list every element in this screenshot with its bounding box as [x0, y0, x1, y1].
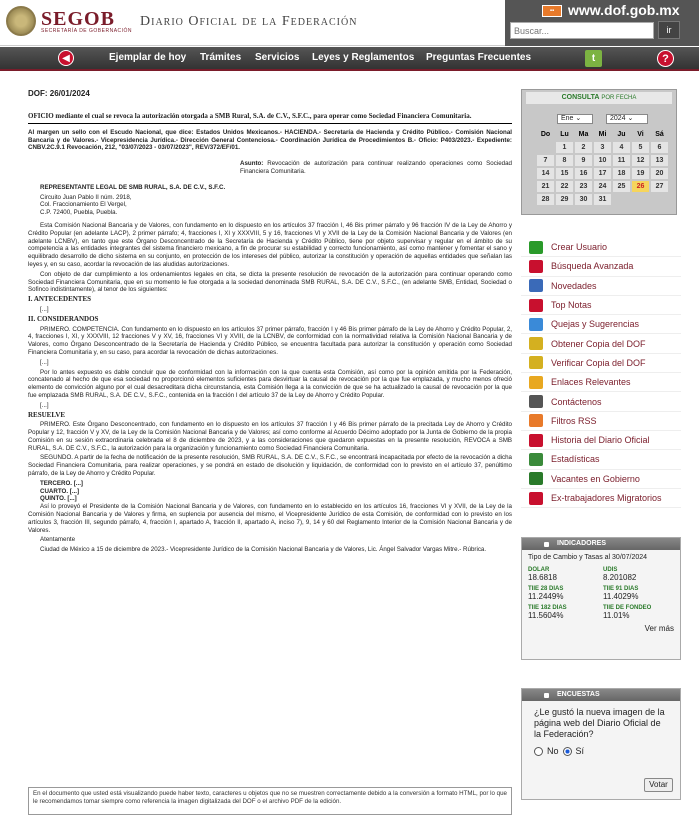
section-heading: I. ANTECEDENTES: [28, 295, 92, 304]
weekday-header: Do: [540, 131, 551, 138]
search-icon: [529, 260, 543, 273]
paragraph: Así lo proveyó el Presidente de la Comisión Nacional Bancaria y de Valores, con fundamento en lo establecido en los artículos 16, fracciones VI y XVII, de la Ley de la Comisión Nacional Bancaria y de Valores y firma, en suplencia por ausencia del mismo, el Vicepresidente Jurídico de esta Comisión, de conformidad con lo previsto en los artículos 3, fracción III, segundo párrafo, 4, fracción I, apartado A, fracción II, apartado A, inciso 7), 9, 14 y 60 del Reglamento Interior de la Comisión Nacional Bancaria y de Valores.: [28, 503, 512, 534]
conversion-notice: En el documento que usted está visualizando puede haber texto, caracteres u objetos que no se muestren correctamente debido a la conversión a formato HTML, por lo que le recomendamos tomar siempre como referencia la imagen digitalizada del DOF o el archivo PDF de la edición.: [28, 787, 512, 815]
link-label: Enlaces Relevantes: [551, 377, 631, 388]
header: [0, 0, 699, 46]
calendar-day[interactable]: 27: [651, 181, 668, 192]
feedback-icon: [529, 318, 543, 331]
link-label: Obtener Copia del DOF: [551, 338, 646, 349]
user-icon: [529, 241, 543, 254]
document-body: [28, 90, 512, 556]
asunto: [240, 160, 512, 176]
calendar-day[interactable]: 22: [556, 181, 573, 192]
calendar-day[interactable]: 26: [632, 181, 649, 192]
indicadores-subtitle: Tipo de Cambio y Tasas al 30/07/2024: [528, 554, 648, 561]
link-item[interactable]: [521, 354, 681, 373]
year-value: 2024: [610, 115, 626, 122]
segob-logo[interactable]: [6, 6, 132, 36]
link-item[interactable]: [521, 450, 681, 469]
verify-icon: [529, 356, 543, 369]
paragraph: Esta Comisión Nacional Bancaria y de Valores, con fundamento en lo dispuesto en los artículos 37 fracción I, 46 Bis primer párrafo y 96 fracción IV de la Ley de Ahorro y Crédito Popular (en adelante LACP), 2 primer párrafo; 4, fracciones I, XI y XXXVIII, 5 y 16, fracciones VI y XVII de la Ley de la Comisión Nacional Bancaria y de Valores (en adelante LCNBV), en tanto que este Órgano Desconcentrado de la Secretaría de Hacienda y Crédito Público, tiene por objeto supervisar y regular en el ámbito de su competencia a las entidades integrantes del sistema financiero mexicano, a fin de procurar su estabilidad y correcto funcionamiento, así como mantener y fomentar el sano y equilibrado desarrollo de dicho sistema en su conjunto, en protección de los intereses del público, autorizar la constitución y operación de aquellas entidades que señalan las leyes y, en su caso, acordar la revocación de las aludidas autorizaciones.: [28, 221, 512, 268]
calendar-day[interactable]: 25: [613, 181, 630, 192]
asunto-label: Asunto:: [240, 160, 264, 168]
history-icon: [529, 434, 543, 447]
weekday-header: Mi: [598, 131, 607, 138]
margin-note: Al margen un sello con el Escudo Nacional, que dice: Estados Unidos Mexicanos.- HACIENDA.- Secretaría de Hacienda y Crédito Público.- Comisión Nacional Bancaria y de Valores.- Vicepresidencia Jurídica.- Dirección General Contenciosa.- Coordinación Jurídica de Procedimientos B.- Oficio: P403/2023.- Expediente: CNBV.2C.9.1 Revocación, 212, "03/07/2023 - 03/07/2023", REV/372/EF/01.: [28, 128, 512, 152]
calendar-day[interactable]: 16: [575, 168, 592, 179]
calendar-day[interactable]: 18: [613, 168, 630, 179]
address-line: Circuito Juan Pablo II núm. 2918,: [40, 193, 132, 201]
calendar-grid: [535, 127, 670, 207]
calendar-empty: [632, 194, 649, 205]
back-arrow-icon[interactable]: ◀: [58, 50, 74, 66]
indicator-value: 11.4029%: [603, 592, 639, 601]
calendar-day[interactable]: 13: [651, 155, 668, 166]
paragraph: Con objeto de dar cumplimiento a los ordenamientos legales en cita, se dicta la presente resolución de revocación de la autorización para continuar operando como Sociedad Financiera Comunitaria, que en su momento le fue otorgada a la sociedad denominada SMB RURAL, S.A. DE C.V., S.F.C., (en adelante SMB, Entidad, Sociedad o Sofinco indistintamente), al tenor de los siguientes:: [28, 270, 512, 294]
link-label: Ex-trabajadores Migratorios: [551, 493, 662, 503]
link-item[interactable]: [521, 238, 681, 257]
radio-si[interactable]: [563, 747, 572, 756]
link-item[interactable]: [521, 470, 681, 489]
link-item[interactable]: [521, 257, 681, 276]
nav-item-tramites[interactable]: Trámites: [200, 52, 242, 63]
weekday-header: Vi: [637, 131, 644, 138]
calendar-day[interactable]: 19: [632, 168, 649, 179]
indicadores-grid: [528, 566, 674, 623]
link-item[interactable]: [521, 412, 681, 431]
link-item[interactable]: [521, 392, 681, 411]
calendar-day[interactable]: 1: [556, 142, 573, 153]
paragraph: TERCERO. [...]: [40, 479, 83, 487]
calendar-day[interactable]: 28: [537, 194, 554, 205]
link-label: Novedades: [551, 280, 597, 291]
calendar-day[interactable]: 24: [594, 181, 611, 192]
calendar-day[interactable]: 11: [613, 155, 630, 166]
link-item[interactable]: [521, 334, 681, 353]
paragraph: PRIMERO. Este Órgano Desconcentrado, con fundamento en lo dispuesto en los artículos 37 fracción I y 46 Bis primer párrafo de la precitada Ley de Ahorro y Crédito Popular y 12, fracción V y XV, de la Ley de la Comisión Nacional Bancaria y de Valores; así como conforme al Acuerdo Décimo adoptado por la Junta de Gobierno de la propia Comisión en su sesión extraordinaria celebrada el 8 de diciembre de 2023, y a las consideraciones que quedaron expuestas en la presente resolución, REVOCA a SMB RURAL, S.A. DE C.V., S.F.C., la autorización para la organización y funcionamiento como Sociedad Financiera Comunitaria.: [28, 421, 512, 452]
main-nav: [0, 47, 699, 71]
search-input[interactable]: [510, 22, 654, 39]
link-item[interactable]: [521, 277, 681, 296]
link-label: Vacantes en Gobierno: [551, 473, 640, 484]
paragraph: Ciudad de México a 15 de diciembre de 2023.- Vicepresidente Jurídico de la Comisión Nacional Bancaria y de Valores, Lic. Ángel Salvador Vargas Mitre.- Rúbrica.: [40, 546, 487, 554]
seal-icon: [6, 6, 36, 36]
encuesta-panel: [521, 688, 681, 800]
dof-date: DOF: 26/01/2024: [28, 89, 90, 98]
calendar-empty: [613, 194, 630, 205]
chevron-down-icon: ⌄: [627, 115, 634, 122]
rss-icon: [529, 414, 543, 427]
month-select[interactable]: [557, 114, 593, 124]
calendar-day[interactable]: 30: [575, 194, 592, 205]
calendar-empty: [537, 142, 554, 153]
link-label: Búsqueda Avanzada: [551, 261, 634, 272]
calendar-empty: [651, 194, 668, 205]
month-value: Ene: [561, 115, 574, 122]
ver-mas-link[interactable]: Ver más: [644, 624, 674, 633]
calendar-title: [526, 92, 672, 104]
chevron-down-icon: ⌄: [575, 115, 582, 122]
indicator-label: DOLAR: [528, 567, 550, 573]
weekday-header: Ma: [578, 131, 589, 138]
search-button[interactable]: ir: [658, 21, 680, 39]
vote-button[interactable]: Votar: [644, 778, 673, 792]
link-item[interactable]: [521, 315, 681, 334]
indicator-label: TIIE 28 DIAS: [528, 586, 564, 592]
weekday-header: Ju: [617, 131, 626, 138]
domain: www.dof.gob.mx: [568, 2, 680, 18]
indicator-label: TIIE 91 DIAS: [603, 586, 639, 592]
calendar-day[interactable]: 14: [537, 168, 554, 179]
link-label: Historia del Diario Oficial: [551, 435, 650, 446]
calendar-day[interactable]: 4: [613, 142, 630, 153]
document-icon: [529, 337, 543, 350]
calendar-title-text: CONSULTA: [561, 94, 600, 101]
calendar: [521, 89, 677, 215]
nav-item-preguntas[interactable]: Preguntas Frecuentes: [426, 52, 532, 63]
nav-item-servicios[interactable]: Servicios: [255, 52, 300, 63]
calendar-day[interactable]: 23: [575, 181, 592, 192]
indicator-value: 11.2449%: [528, 592, 564, 601]
encuesta-title: ENCUESTAS: [522, 689, 680, 701]
weekday-header: Lu: [560, 131, 569, 138]
indicator: [528, 566, 599, 585]
recipient: REPRESENTANTE LEGAL DE SMB RURAL, S.A. DE C.V., S.F.C.: [40, 183, 226, 191]
link-label: Estadísticas: [551, 454, 600, 465]
stats-icon: [529, 453, 543, 466]
indicator-value: 11.5604%: [528, 611, 564, 620]
weekday-header: Sá: [655, 131, 664, 138]
radio-no[interactable]: [534, 747, 543, 756]
ellipsis: [...]: [40, 358, 49, 366]
link-item[interactable]: [521, 431, 681, 450]
paragraph: Por lo antes expuesto es dable concluir que de conformidad con la información con la que cuenta esta Comisión, así como por la opinión emitida por la Federación, concatenado al hecho de que esa sociedad no proporcionó elementos suficientes para desvirtuar la causal de revocación por la que fue emplazada, y mucho menos ofreció elemento de convicción alguno por el cual desacreditara dicha circunstancia, esta Comisión llega a la convicción de que se ha actualizado la causal de revocación por la que fue emplazada SMB RURAL, S.A. DE C.V., S.F.C., contenida en la fracción I del artículo 37 de la Ley de Ahorro y Crédito Popular.: [28, 368, 512, 399]
calendar-day[interactable]: 6: [651, 142, 668, 153]
address-line: C.P. 72400, Puebla, Puebla.: [40, 209, 118, 217]
indicator: [528, 604, 599, 623]
indicator: [528, 585, 599, 604]
paragraph: SEGUNDO. A partir de la fecha de notificación de la presente resolución, SMB RURAL, S.A. DE C.V., S.F.C., se encontrará incapacitada por efecto de la revocación a dicha Sociedad Financiera Comunitaria, para realizar operaciones, y se pondrá en estado de disolución y liquidación, de conformidad con lo previsto en el artículo 37, penúltimo párrafo, de la Ley de Ahorro y Crédito Popular.: [28, 454, 512, 478]
indicator: [603, 566, 674, 585]
calendar-day[interactable]: 2: [575, 142, 592, 153]
indicator: [603, 585, 674, 604]
calendar-day[interactable]: 12: [632, 155, 649, 166]
ellipsis: [...]: [40, 401, 49, 409]
jobs-icon: [529, 472, 543, 485]
news-icon: [529, 279, 543, 292]
nav-item-ejemplar[interactable]: Ejemplar de hoy: [109, 52, 187, 63]
indicator-label: UDIS: [603, 567, 618, 573]
indicator: [603, 604, 674, 623]
link-label: Contáctenos: [551, 396, 602, 407]
paragraph: Atentamente: [40, 536, 76, 544]
year-select[interactable]: [606, 114, 648, 124]
flag-icon[interactable]: ▪▪: [542, 5, 562, 17]
calendar-day[interactable]: 21: [537, 181, 554, 192]
calendar-day[interactable]: 17: [594, 168, 611, 179]
address-line: Col. Fraccionamiento El Vergel,: [40, 201, 127, 209]
link-item[interactable]: [521, 373, 681, 392]
link-label: Filtros RSS: [551, 415, 597, 426]
link-label: Crear Usuario: [551, 242, 608, 253]
nav-item-leyes[interactable]: Leyes y Reglamentos: [312, 52, 415, 63]
calendar-day[interactable]: 20: [651, 168, 668, 179]
calendar-day[interactable]: 9: [575, 155, 592, 166]
brand: SEGOB: [41, 7, 115, 30]
calendar-day[interactable]: 29: [556, 194, 573, 205]
link-label: Top Notas: [551, 300, 592, 311]
indicator-value: 8.201082: [603, 573, 637, 582]
paragraph: CUARTO. [...]: [40, 487, 80, 495]
indicator-value: 18.6818: [528, 573, 557, 582]
brand-sub: SECRETARÍA DE GOBERNACIÓN: [41, 27, 133, 34]
calendar-day[interactable]: 8: [556, 155, 573, 166]
indicator-value: 11.01%: [603, 611, 630, 620]
calendar-day[interactable]: 7: [537, 155, 554, 166]
help-icon[interactable]: ?: [657, 50, 674, 67]
section-heading: II. CONSIDERANDOS: [28, 314, 99, 323]
indicator-label: TIIE 182 DIAS: [528, 605, 567, 611]
indicator-label: TIIE DE FONDEO: [603, 605, 652, 611]
calendar-day[interactable]: 10: [594, 155, 611, 166]
encuesta-question: ¿Le gustó la nueva imagen de la página web del Diario Oficial de la Federación?: [534, 707, 665, 739]
link-label: Quejas y Sugerencias: [551, 319, 640, 330]
link-item[interactable]: [521, 489, 681, 508]
asunto-text: Revocación de autorización para continuar realizando operaciones como Sociedad Financiera Comunitaria.: [240, 160, 512, 175]
ellipsis: [...]: [40, 305, 49, 313]
option-no-label: No: [547, 746, 559, 756]
section-heading: RESUELVE: [28, 410, 66, 419]
calendar-day[interactable]: 5: [632, 142, 649, 153]
quick-links: [521, 238, 681, 508]
migrants-icon: [529, 492, 543, 505]
link-item[interactable]: [521, 296, 681, 315]
site-name: Diario Oficial de la Federación: [140, 14, 358, 29]
indicadores-title: INDICADORES: [522, 538, 680, 550]
calendar-day[interactable]: 31: [594, 194, 611, 205]
star-icon: [529, 376, 543, 389]
paragraph: PRIMERO. COMPETENCIA. Con fundamento en lo dispuesto en los artículos 37 primer párrafo, fracción I y 46 Bis primer párrafo de la Ley de Ahorro y Crédito Popular, 2, 4, fracciones I, XI, y XXXVIII, 12 fracciones V y XV, 16, fracciones VI y XVIII, de la LCNBV, de conformidad con la normatividad relativa la Comisión Nacional Bancaria y de Valores, como Órgano Desconcentrado de la Secretaría de Hacienda y Crédito Público, se encuentra facultada para autorizar la constitución y operación como Sociedad Financiera Comunitaria y, en su caso, para acordar la revocación de dichas autorizaciones.: [28, 325, 512, 356]
calendar-title-sub: POR FECHA: [601, 95, 637, 101]
indicadores-panel: [521, 537, 681, 660]
contact-icon: [529, 395, 543, 408]
calendar-day[interactable]: 3: [594, 142, 611, 153]
calendar-day[interactable]: 15: [556, 168, 573, 179]
document-title: OFICIO mediante el cual se revoca la autorización otorgada a SMB Rural, S.A. de C.V., S.F.C., para operar como Sociedad Financiera Comunitaria.: [28, 112, 512, 124]
notes-icon: [529, 299, 543, 312]
option-si-label: Sí: [575, 746, 585, 756]
paragraph: QUINTO. [...]: [40, 495, 77, 503]
twitter-icon[interactable]: t: [585, 50, 602, 67]
link-label: Verificar Copia del DOF: [551, 357, 646, 368]
